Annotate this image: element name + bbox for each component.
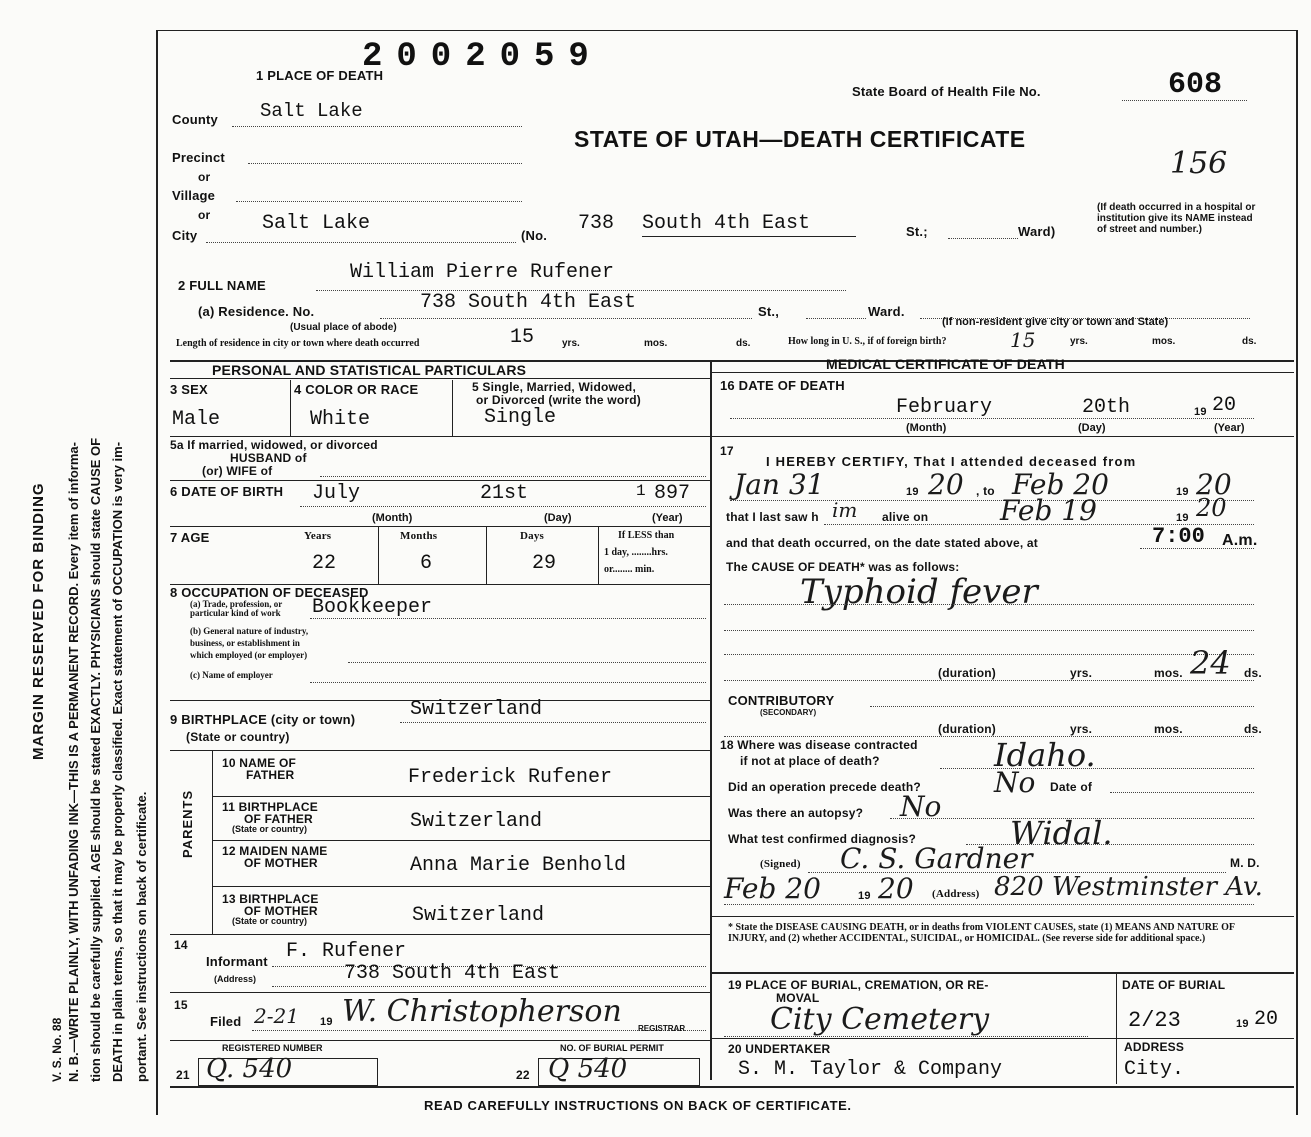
age-days-label: Days [520, 530, 545, 542]
death-year: 20 [1212, 394, 1237, 417]
occupation-value: Bookkeeper [312, 596, 433, 619]
sex-value: Male [172, 408, 221, 431]
mother-birthplace-label-3: (State or country) [232, 916, 308, 926]
signature-nineteen: 19 [858, 890, 871, 902]
frame-left-border [156, 30, 158, 1115]
dob-year-prefix: 1 [636, 482, 646, 500]
attended-line [730, 500, 1254, 501]
or-label-2: or [198, 208, 211, 222]
birthplace-label: 9 BIRTHPLACE (city or town) [170, 712, 356, 727]
physician-address-label: (Address) [932, 888, 980, 900]
street-number: 738 [578, 212, 615, 235]
cause-label: The CAUSE OF DEATH* was as follows: [726, 560, 960, 574]
dob-month-caption: (Month) [372, 512, 413, 524]
row-rule-13 [212, 886, 710, 887]
row-rule-10 [170, 750, 710, 751]
secondary-label: (SECONDARY) [760, 708, 817, 717]
death-day-caption: (Day) [1078, 422, 1106, 434]
age-divider-2 [486, 526, 487, 584]
instructions-margin-line-2: tion should be carefully supplied. AGE should be stated EXACTLY. PHYSICIANS should state CAUSE OF [88, 437, 103, 1082]
city-label: City [172, 228, 198, 243]
mother-birthplace-label-1: 13 BIRTHPLACE [222, 892, 319, 906]
dob-year: 897 [654, 482, 691, 505]
death-am: A.m. [1222, 532, 1258, 549]
street-name: South 4th East [642, 212, 811, 235]
informant-value: F. Rufener [286, 940, 407, 963]
filed-date: 2-21 [254, 1004, 299, 1028]
autopsy-value: No [900, 790, 942, 823]
test-value: Widal. [1010, 814, 1113, 852]
instructions-margin-line-4: portant. See instructions on back of certificate. [134, 791, 149, 1082]
length-of-residence-years: 15 [510, 326, 535, 349]
ward-label: Ward) [1018, 224, 1056, 239]
county-line [232, 126, 522, 127]
informant-address-label: (Address) [214, 974, 257, 984]
precinct-label: Precinct [172, 150, 225, 165]
birthplace-line [400, 722, 706, 723]
marital-label-2: or Divorced (write the word) [476, 393, 641, 407]
last-saw-him: im [832, 498, 858, 522]
burial-place-label-1: 19 PLACE OF BURIAL, CREMATION, OR RE- [728, 978, 989, 992]
undertaker-rule [710, 1038, 1294, 1039]
frame-right-border [1296, 30, 1298, 1115]
undertaker-label: 20 UNDERTAKER [728, 1042, 831, 1056]
burial-year-prefix: 19 [1236, 1018, 1249, 1030]
burial-place-value: City Cemetery [770, 1002, 990, 1037]
parents-label: PARENTS [180, 789, 195, 858]
operation-line [1110, 792, 1254, 793]
signature-date: Feb 20 [724, 872, 821, 905]
duration-label: (duration) [938, 666, 996, 680]
city-line [206, 242, 516, 243]
cause-value: Typhoid fever [800, 572, 1038, 612]
informant-label: Informant [206, 954, 268, 969]
registered-number-item: 21 [176, 1068, 190, 1082]
bottom-rule [170, 1086, 1294, 1088]
medical-header-rule [710, 372, 1294, 373]
us-ds-label: ds. [1242, 336, 1257, 347]
spouse-label-3: (or) WIFE of [202, 464, 273, 478]
last-saw-label: that I last saw h [726, 510, 819, 524]
length-mos-label: mos. [644, 338, 668, 349]
nonresident-note: (If non-resident give city or town and State) [942, 316, 1169, 328]
duration-days-value: 24 [1190, 644, 1231, 682]
registrar-label: REGISTRAR [638, 1024, 686, 1033]
burial-rule [710, 972, 1294, 974]
death-occurred-label: and that death occurred, on the date stated above, at [726, 536, 1038, 550]
occupation-b-label-1: (b) General nature of industry, [190, 626, 309, 636]
occupation-b-line [348, 662, 706, 663]
cause-line-1 [724, 604, 1254, 605]
row-rule-12 [212, 840, 710, 841]
city-value: Salt Lake [262, 212, 371, 235]
county-value: Salt Lake [260, 100, 363, 122]
certificate-number: 2002059 [362, 38, 603, 76]
precinct-line [248, 163, 522, 164]
burial-place-label-2: MOVAL [776, 991, 820, 1005]
father-name-value: Frederick Rufener [408, 766, 613, 789]
cause-line-3 [724, 654, 1254, 655]
father-birthplace-label-2: OF FATHER [244, 812, 313, 826]
father-birthplace-label-3: (State or country) [232, 824, 308, 834]
occupation-label: 8 OCCUPATION OF DECEASED [170, 585, 369, 600]
cause-footnote: * State the DISEASE CAUSING DEATH, or in deaths from VIOLENT CAUSES, state (1) MEANS AND NATURE OF INJURY, and (2) whether ACCIDENTAL, SUICIDAL, or HOMICIDAL. (See reverse side for additional space.) [728, 922, 1235, 944]
death-year-caption: (Year) [1214, 422, 1245, 434]
row-rule-16 [170, 1040, 710, 1041]
date-of-death-label: 16 DATE OF DEATH [720, 378, 845, 393]
filed-year-prefix: 19 [320, 1016, 333, 1028]
contributory-label: CONTRIBUTORY [728, 693, 835, 708]
dob-year-caption: (Year) [652, 512, 683, 524]
physician-address: 820 Westminster Av. [994, 872, 1263, 902]
dob-line [300, 506, 706, 507]
row-rule-15 [170, 992, 710, 993]
mother-name-value: Anna Marie Benhold [410, 854, 627, 877]
occupation-b-label-2: business, or establishment in [190, 638, 300, 648]
row-rule-5a [170, 436, 710, 437]
contrib-duration-label: (duration) [938, 722, 996, 736]
medical-rule-17 [710, 436, 1294, 437]
personal-section-title: PERSONAL AND STATISTICAL PARTICULARS [212, 362, 527, 378]
alive-on-date: Feb 19 [1000, 494, 1097, 527]
place-of-death-label: 1 PLACE OF DEATH [256, 68, 384, 83]
mother-birthplace-value: Switzerland [412, 904, 545, 927]
death-time: 7:00 [1152, 524, 1205, 549]
age-years-value: 22 [312, 552, 337, 575]
row-rule-11 [212, 796, 710, 797]
or-label-1: or [198, 170, 211, 184]
age-less-than-label-2: 1 day, ........hrs. [604, 547, 668, 558]
residence-st-label: St., [758, 304, 780, 319]
informant-item-number: 14 [174, 938, 188, 952]
duration-yrs-label: yrs. [1070, 666, 1093, 680]
street-st-label: St.; [906, 224, 928, 239]
mother-name-label-1: 12 MAIDEN NAME [222, 844, 328, 858]
burial-permit-value: Q 540 [548, 1054, 628, 1084]
item-17-number: 17 [720, 444, 734, 458]
marital-label-1: 5 Single, Married, Widowed, [472, 380, 636, 394]
autopsy-label: Was there an autopsy? [728, 806, 864, 820]
age-label: 7 AGE [170, 530, 210, 545]
contrib-ds-label: ds. [1244, 722, 1262, 736]
birthplace-value: Switzerland [410, 698, 543, 721]
md-label: M. D. [1230, 856, 1260, 870]
parents-divider [212, 750, 213, 934]
mother-name-label-2: OF MOTHER [244, 856, 318, 870]
filed-label: Filed [210, 1014, 242, 1029]
registered-number-value: Q. 540 [206, 1054, 293, 1084]
attended-to-date: Feb 20 [1012, 468, 1109, 501]
medical-section-title: MEDICAL CERTIFICATE OF DEATH [826, 356, 1065, 372]
date-of-label: Date of [1050, 780, 1093, 794]
binding-margin-note: MARGIN RESERVED FOR BINDING [30, 482, 47, 760]
age-divider-1 [378, 526, 379, 584]
attended-to-year: 20 [1196, 468, 1232, 501]
contributory-line [870, 706, 1254, 707]
length-of-residence-label: Length of residence in city or town where death occurred [176, 338, 420, 349]
registrar-signature: W. Christopherson [342, 994, 622, 1029]
disease-contracted-line [940, 768, 1254, 769]
sex-label: 3 SEX [170, 382, 208, 397]
us-mos-label: mos. [1152, 336, 1176, 347]
age-less-than-label-3: or........ min. [604, 564, 655, 575]
occupation-b-label-3: which employed (or employer) [190, 650, 308, 660]
spouse-label-2: HUSBAND of [230, 451, 307, 465]
mother-birthplace-label-2: OF MOTHER [244, 904, 318, 918]
burial-date-value: 2/23 [1128, 1008, 1181, 1033]
residence-line [380, 318, 752, 319]
contrib-mos-label: mos. [1154, 722, 1183, 736]
informant-address-line [272, 986, 706, 987]
attended-to-label: , to [976, 484, 995, 498]
frame-top-border [156, 30, 1296, 31]
marital-value: Single [484, 406, 557, 429]
registered-number-label: REGISTERED NUMBER [222, 1043, 323, 1053]
disease-contracted-label-1: 18 Where was disease contracted [720, 738, 918, 752]
length-yrs-label: yrs. [562, 338, 580, 349]
duration-line [724, 680, 1254, 681]
disease-contracted-value: Idaho. [994, 736, 1096, 774]
physician-address-line [724, 904, 1254, 905]
certificate-title: STATE OF UTAH—DEATH CERTIFICATE [574, 126, 1026, 152]
alive-on-year: 20 [1196, 494, 1227, 522]
full-name-label: 2 FULL NAME [178, 278, 266, 293]
full-name-value: William Pierre Rufener [350, 261, 615, 284]
filed-item-number: 15 [174, 998, 188, 1012]
signature-year: 20 [878, 872, 914, 905]
death-month: February [896, 396, 993, 419]
father-name-label-2: FATHER [246, 768, 295, 782]
death-date-line [730, 418, 1254, 419]
attended-from-date: Jan 31 [734, 468, 825, 501]
test-label: What test confirmed diagnosis? [728, 832, 917, 846]
row-rule-6 [170, 480, 710, 481]
undertaker-address-label: ADDRESS [1124, 1040, 1185, 1054]
certify-text: I HEREBY CERTIFY, That I attended deceased from [766, 454, 1137, 469]
row-rule-14 [170, 934, 710, 935]
occupation-c-label: (c) Name of employer [190, 670, 273, 680]
county-label: County [172, 112, 218, 127]
burial-date-label: DATE OF BURIAL [1122, 978, 1226, 992]
undertaker-address-value: City. [1124, 1058, 1185, 1081]
instructions-margin-line-1: N. B.—WRITE PLAINLY, WITH UNFADING INK—THIS IS A PERMANENT RECORD. Every item of informa- [66, 442, 81, 1082]
footnote-rule [710, 916, 1294, 917]
sex-divider [290, 380, 291, 436]
file-number-secondary: 156 [1170, 146, 1228, 181]
death-time-line [1140, 548, 1254, 549]
village-line [236, 201, 522, 202]
ward-line [948, 238, 1018, 239]
spouse-line [320, 476, 706, 477]
row-rule-7 [170, 526, 710, 527]
dob-label: 6 DATE OF BIRTH [170, 484, 284, 499]
alive-on-label: alive on [882, 510, 929, 524]
alive-on-nineteen: 19 [1176, 512, 1189, 524]
instructions-margin-line-3: DEATH in plain terms, so that it may be properly classified. Exact statement of OCCUPATION is very im- [110, 441, 125, 1082]
cause-line-2 [724, 630, 1254, 631]
residence-label: (a) Residence. No. [198, 304, 315, 319]
spouse-label-1: 5a If married, widowed, or divorced [170, 438, 378, 452]
duration-ds-label: ds. [1244, 666, 1262, 680]
age-days-value: 29 [532, 552, 557, 575]
death-month-caption: (Month) [906, 422, 947, 434]
length-ds-label: ds. [736, 338, 751, 349]
occupation-a-label: (a) Trade, profession, or particular kind of work [190, 599, 283, 618]
file-no-label: State Board of Health File No. [852, 84, 1041, 99]
contrib-duration-line [724, 736, 1254, 737]
age-months-label: Months [400, 530, 438, 542]
birthplace-sub-label: (State or country) [186, 730, 290, 744]
footer-instructions: READ CAREFULLY INSTRUCTIONS ON BACK OF CERTIFICATE. [424, 1098, 852, 1113]
residence-value: 738 South 4th East [420, 291, 637, 314]
age-divider-3 [598, 526, 599, 584]
street-underline [642, 236, 856, 237]
race-value: White [310, 408, 371, 431]
informant-address-value: 738 South 4th East [344, 962, 561, 985]
race-label: 4 COLOR OR RACE [294, 382, 419, 397]
age-months-value: 6 [420, 552, 433, 575]
burial-permit-label: NO. OF BURIAL PERMIT [560, 1043, 664, 1053]
age-less-than-label-1: If LESS than [618, 530, 675, 541]
race-divider [452, 380, 453, 436]
undertaker-value: S. M. Taylor & Company [738, 1058, 1003, 1081]
personal-header-rule [170, 378, 710, 379]
operation-label: Did an operation precede death? [728, 780, 921, 794]
father-birthplace-value: Switzerland [410, 810, 543, 833]
us-yrs-label: yrs. [1070, 336, 1088, 347]
residence-ward-line [806, 318, 866, 319]
operation-value: No [994, 766, 1036, 799]
us-residence-years: 15 [1010, 328, 1036, 352]
death-day: 20th [1082, 396, 1131, 419]
burial-place-line [724, 1036, 1088, 1037]
burial-year: 20 [1254, 1008, 1279, 1031]
us-residence-label: How long in U. S., if of foreign birth? [788, 336, 947, 347]
dob-month: July [312, 482, 361, 505]
burial-divider [1116, 972, 1117, 1084]
usual-abode-caption: (Usual place of abode) [290, 322, 397, 333]
duration-mos-label: mos. [1154, 666, 1183, 680]
street-no-label: (No. [521, 228, 548, 243]
occupation-c-line [310, 682, 706, 683]
attended-from-nineteen: 19 [906, 486, 919, 498]
attended-from-year: 20 [928, 468, 964, 501]
father-name-label-1: 10 NAME OF [222, 756, 297, 770]
signed-label: (Signed) [760, 858, 801, 870]
occupation-line [310, 618, 706, 619]
hospital-note: (If death occurred in a hospital or institution give its NAME instead of street and number.) [1097, 202, 1256, 235]
form-number: V. S. No. 88 [50, 1017, 64, 1082]
father-birthplace-label-1: 11 BIRTHPLACE [222, 800, 318, 814]
village-label: Village [172, 188, 216, 203]
contrib-yrs-label: yrs. [1070, 722, 1093, 736]
dob-day: 21st [480, 482, 529, 505]
residence-ward-label: Ward. [868, 304, 905, 319]
file-number: 608 [1168, 68, 1223, 102]
attended-to-nineteen: 19 [1176, 486, 1189, 498]
disease-contracted-label-2: if not at place of death? [740, 754, 880, 768]
death-year-prefix: 19 [1194, 406, 1207, 418]
physician-signature: C. S. Gardner [840, 842, 1033, 875]
burial-permit-item: 22 [516, 1068, 530, 1082]
dob-day-caption: (Day) [544, 512, 572, 524]
age-years-label: Years [304, 530, 332, 542]
